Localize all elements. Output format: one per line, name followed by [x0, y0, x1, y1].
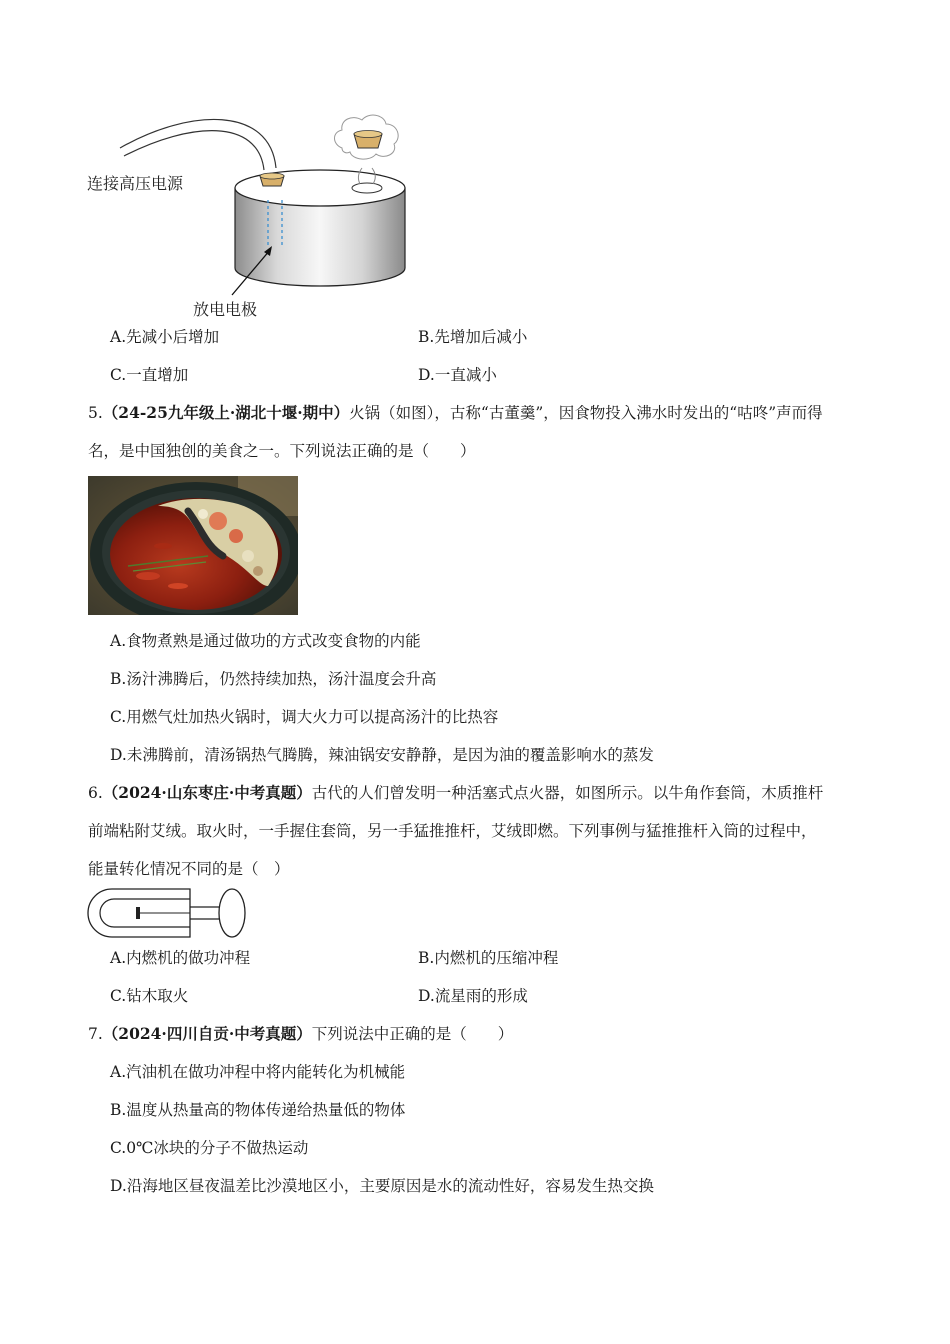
q7-stem-line1: 7.（2024·四川自贡·中考真题）下列说法中正确的是（ ）	[88, 1024, 514, 1043]
label-discharge-electrode: 放电电极	[193, 300, 258, 319]
q4-option-a[interactable]: A.先减小后增加	[110, 328, 220, 346]
q4-option-c[interactable]: C.一直增加	[110, 366, 189, 384]
q5-number: 5.	[88, 404, 103, 422]
q5-option-d[interactable]: D.未沸腾前，清汤锅热气腾腾，辣油锅安安静静，是因为油的覆盖影响水的蒸发	[110, 746, 654, 764]
q6-stem-line2: 前端粘附艾绒。取火时，一手握住套筒，另一手猛推推杆，艾绒即燃。下列事例与猛推推杆入筒的过程中，	[88, 822, 817, 840]
q4-option-d[interactable]: D.一直减小	[418, 366, 497, 384]
q6-stem-line1: 6.（2024·山东枣庄·中考真题）古代的人们曾发明一种活塞式点火器，如图所示。以牛角作套筒，木质推杆	[88, 783, 824, 802]
q5-stem-line2: 名，是中国独创的美食之一。下列说法正确的是（ ）	[88, 442, 476, 460]
q7-option-d[interactable]: D.沿海地区昼夜温差比沙漠地区小，主要原因是水的流动性好，容易发生热交换	[110, 1177, 654, 1195]
hotpot-photo	[88, 476, 298, 615]
q7-option-c[interactable]: C.0℃冰块的分子不做热运动	[110, 1139, 309, 1157]
q6-source: （2024·山东枣庄·中考真题）	[102, 783, 312, 802]
q6-option-c[interactable]: C.钻木取火	[110, 987, 189, 1005]
q5-source: （24-25九年级上·湖北十堰·期中）	[102, 403, 350, 422]
q6-option-b[interactable]: B.内燃机的压缩冲程	[418, 949, 559, 967]
q5-option-b[interactable]: B.汤汁沸腾后，仍然持续加热，汤汁温度会升高	[110, 670, 437, 688]
figure-discharge-apparatus	[80, 108, 440, 323]
q7-option-b[interactable]: B.温度从热量高的物体传递给热量低的物体	[110, 1101, 406, 1119]
q4-option-b[interactable]: B.先增加后减小	[418, 328, 528, 346]
piston-igniter-figure	[84, 885, 254, 941]
q6-stem-line3: 能量转化情况不同的是（ ）	[88, 860, 290, 878]
q6-option-a[interactable]: A.内燃机的做功冲程	[110, 949, 251, 967]
q7-option-a[interactable]: A.汽油机在做功冲程中将内能转化为机械能	[110, 1063, 406, 1081]
q5-option-c[interactable]: C.用燃气灶加热火锅时，调大火力可以提高汤汁的比热容	[110, 708, 499, 726]
label-power-supply: 连接高压电源	[87, 174, 184, 193]
discharge-apparatus-drawing	[80, 108, 440, 323]
q5-stem-line1: 5.（24-25九年级上·湖北十堰·期中）火锅（如图），古称“古董羹”，因食物投入沸水时发出的“咕咚”声而得	[88, 403, 823, 422]
q7-number: 7.	[88, 1025, 103, 1043]
q6-option-d[interactable]: D.流星雨的形成	[418, 987, 528, 1005]
q7-source: （2024·四川自贡·中考真题）	[102, 1024, 312, 1043]
q5-option-a[interactable]: A.食物煮熟是通过做功的方式改变食物的内能	[110, 632, 421, 650]
q6-number: 6.	[88, 784, 103, 802]
